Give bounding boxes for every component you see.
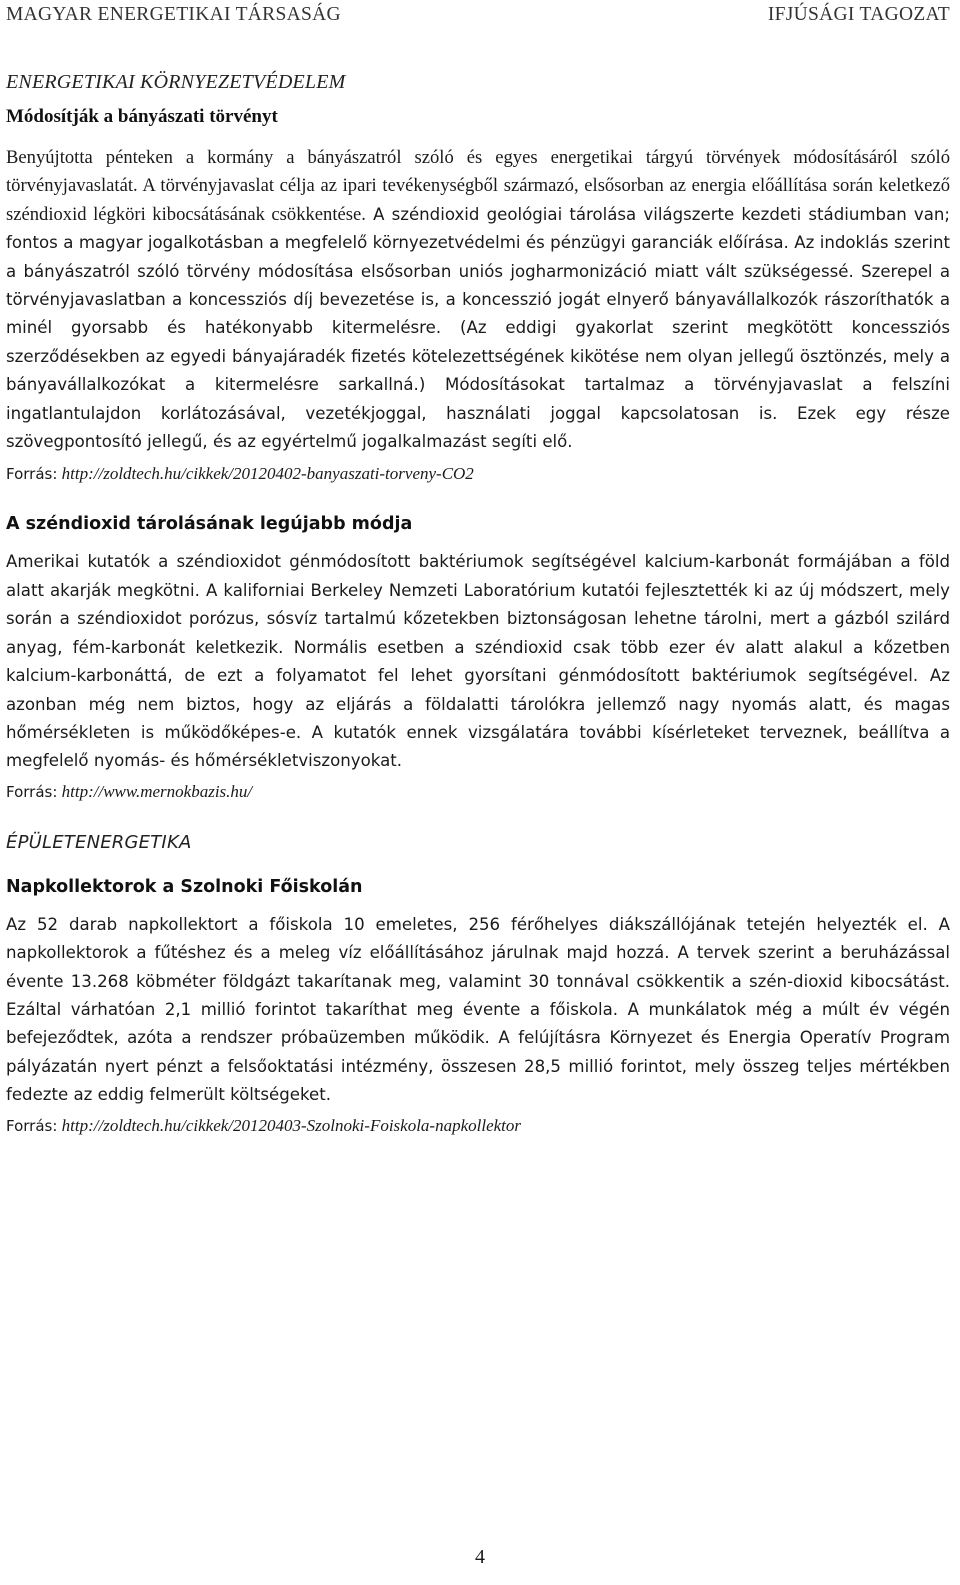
source-label: Forrás: (6, 782, 58, 801)
section-title-building-energy: ÉPÜLETENERGETIKA (6, 831, 192, 853)
article-body-solar-collectors: Az 52 darab napkollektort a főiskola 10 emeletes, 256 férőhelyes diákszállójának tetején helyezték el. A napkollektorok a fűtéshez és a meleg víz előállításához járulnak majd hozzá. A tervek szerint a beruházással évente 13.268 köbméter földgázt takarítanak meg, valamint 30 tonnával csökkentik a szén-dioxid kibocsátást. Ezáltal várhatóan 2,1 millió forintot takaríthat meg évente a főiskola. A munkálatok még a múlt év végén befejeződtek, azóta a rendszer próbaüzemben működik. A felújításra Környezet és Energia Operatív Program pályázatán nyert pénzt a felsőoktatási intézmény, összesen 28,5 millió forintot, mely összeg teljes mértékben fedezte az eddig felmerült költségeket. (6, 914, 950, 1105)
article-body-sans-run: A széndioxid geológiai tárolása világszerte kezdeti stádiumban van; fontos a magyar jogalkotásban a megfelelő környezetvédelmi és pénzügyi garanciák előírása. Az indoklás szerint a bányászatról szóló törvény módosítása elsősorban uniós jogharmonizáció miatt vált szükségessé. Szerepel a törvényjavaslatban a koncessziós díj bevezetése is, a koncesszió jogát elnyerő bányavállalkozók rászoríthatók a minél gyorsabb és hatékonyabb kitermelésre. (Az eddigi gyakorlat szerint megkötött koncessziós szerződésekben az egyedi bányajáradék fizetés kötelezettségének kikötése nem olyan jellegű ösztönzés, mely a bányavállalkozókat a kitermelésre sarkallná.) Módosításokat tartalmaz a törvényjavaslat a felszíni ingatlantulajdon korlátozásával, vezetékjoggal, használati joggal kapcsolatosan is. Ezek egy része szövegpontosító jellegű, és az egyértelmű jogalkalmazást segíti elő. (6, 204, 951, 452)
article-title-mining-law: Módosítják a bányászati törvényt (6, 106, 278, 127)
source-link[interactable]: http://www.mernokbazis.hu/ (61, 781, 253, 801)
article-body-mining-law (6, 144, 950, 456)
article-title-solar-collectors: Napkollektorok a Szolnoki Főiskolán (6, 876, 363, 897)
article-body-co2-storage: Amerikai kutatók a széndioxidot génmódosított baktériumok segítségével kalcium-karbonát formájában a föld alatt akarják megkötni. A kaliforniai Berkeley Nemzeti Laboratórium kutatói fejlesztették ki az új módszert, mely során a széndioxidot porózus, sósvíz tartalmú kőzetekben biztonságosan lehetne tárolni, mert a gázból szilárd anyag, fém-karbonát keletkezik. Normális esetben a széndioxid csak több ezer év alatt alakul a kőzetben kalcium-karbonáttá, de ezt a folyamatot fel lehet gyorsítani génmódosított baktériumok segítségével. Az azonban még nem biztos, hogy az eljárás a földalatti tárolókra jellemző nagy nyomás alatt, és magas hőmérsékleten is működőképes-e. A kutatók ennek vizsgálatára további kísérleteket terveznek, beállítva a megfelelő nyomás- és hőmérsékletviszonyokat. (6, 552, 950, 771)
article-source-mining-law (6, 464, 950, 484)
section-title-environment: ENERGETIKAI KÖRNYEZETVÉDELEM (6, 71, 346, 93)
source-link[interactable]: http://zoldtech.hu/cikkek/20120402-banyaszati-torveny-CO2 (61, 464, 474, 484)
header-section: IFJÚSÁGI TAGOZAT (767, 4, 950, 25)
article-source-co2-storage (6, 782, 950, 802)
article-title-co2-storage: A széndioxid tárolásának legújabb módja (6, 514, 413, 535)
article-source-solar-collectors (6, 1116, 950, 1136)
page-header (6, 4, 950, 34)
source-label: Forrás: (6, 465, 58, 484)
header-organization: MAGYAR ENERGETIKAI TÁRSASÁG (6, 4, 341, 25)
page-number: 4 (475, 1546, 485, 1568)
article-body-serif-run: Benyújtotta pénteken a kormány a bányászatról szóló és egyes energetikai tárgyú törvények módosításáról szóló törvényjavaslatát. A törvényjavaslat célja az ipari tevékenységből származó, elsősorban az energia előállítása során keletkező széndioxid légköri kibocsátásának csökkentése. (6, 147, 950, 225)
source-link[interactable]: http://zoldtech.hu/cikkek/20120403-Szolnoki-Foiskola-napkollektor (61, 1115, 522, 1135)
document-page (6, 0, 950, 1136)
source-label: Forrás: (6, 1116, 58, 1135)
